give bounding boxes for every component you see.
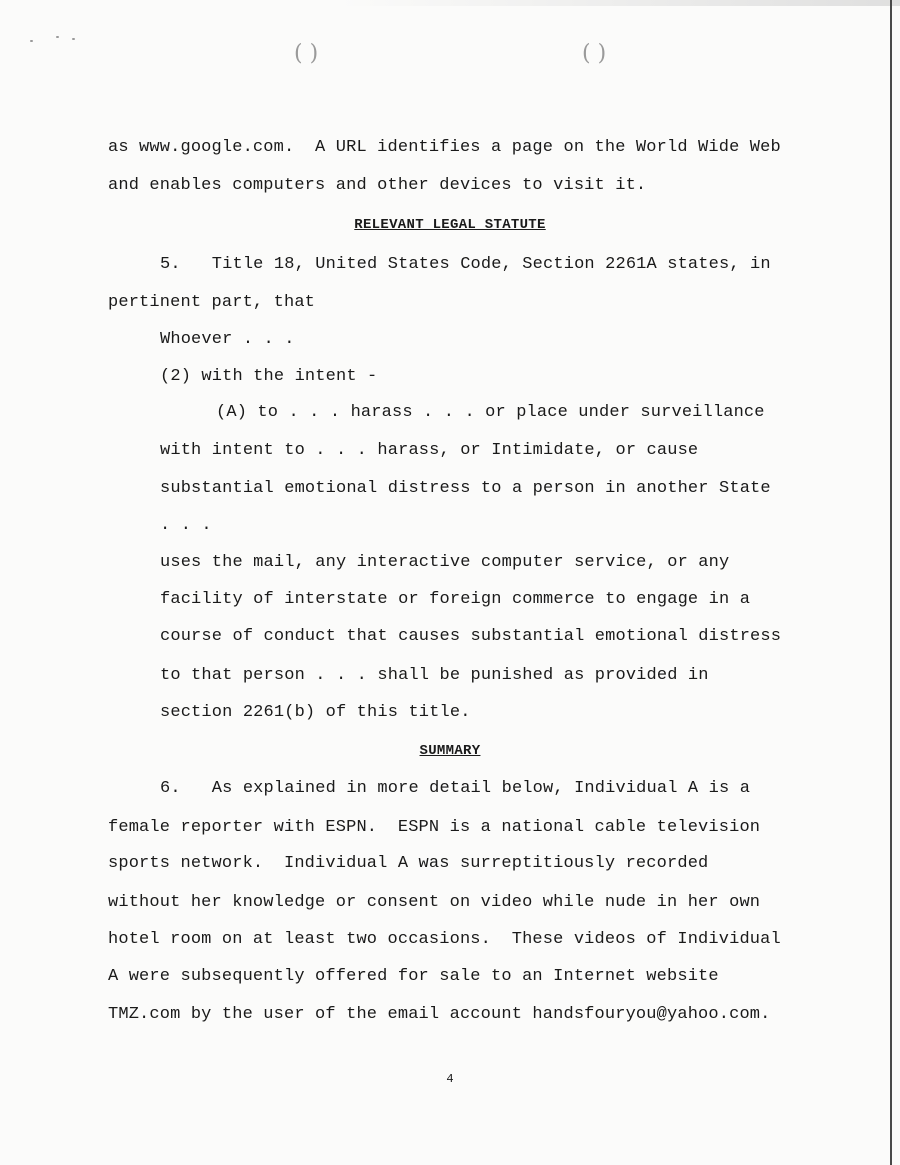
scan-speck xyxy=(72,38,75,40)
paragraph-5-line: 5. Title 18, United States Code, Section 2261A states, in xyxy=(160,255,771,274)
page-number: 4 xyxy=(446,1072,454,1086)
scan-artifact xyxy=(340,0,900,6)
statute-quote-line: with intent to . . . harass, or Intimidate, or cause xyxy=(160,441,699,460)
paragraph-6-line: hotel room on at least two occasions. These videos of Individual xyxy=(108,930,781,949)
statute-quote-line: section 2261(b) of this title. xyxy=(160,703,471,722)
statute-quote-line: (2) with the intent - xyxy=(160,367,378,386)
scan-page-edge xyxy=(890,0,892,1165)
punch-hole-mark: ( ) xyxy=(582,41,607,66)
statute-quote-line: course of conduct that causes substantial emotional distress xyxy=(160,627,782,646)
statute-quote-line: . . . xyxy=(160,516,212,535)
paragraph-6-line: 6. As explained in more detail below, Individual A is a xyxy=(160,779,751,798)
body-line: and enables computers and other devices to visit it. xyxy=(108,176,647,195)
section-heading-statute: RELEVANT LEGAL STATUTE xyxy=(354,217,546,233)
statute-quote-line: to that person . . . shall be punished as provided in xyxy=(160,666,709,685)
paragraph-6-line: TMZ.com by the user of the email account handsfouryou@yahoo.com. xyxy=(108,1005,771,1024)
statute-quote-line: Whoever . . . xyxy=(160,330,295,349)
paragraph-5-line: pertinent part, that xyxy=(108,293,316,312)
paragraph-6-line: without her knowledge or consent on video while nude in her own xyxy=(108,893,761,912)
statute-quote-line: facility of interstate or foreign commerce to engage in a xyxy=(160,590,751,609)
paragraph-6-line: sports network. Individual A was surreptitiously recorded xyxy=(108,854,709,873)
statute-quote-line: uses the mail, any interactive computer service, or any xyxy=(160,553,730,572)
paragraph-6-line: A were subsequently offered for sale to an Internet website xyxy=(108,967,719,986)
body-line: as www.google.com. A URL identifies a page on the World Wide Web xyxy=(108,138,781,157)
paragraph-6-line: female reporter with ESPN. ESPN is a national cable television xyxy=(108,818,761,837)
statute-quote-line: (A) to . . . harass . . . or place under surveillance xyxy=(216,403,765,422)
statute-quote-line: substantial emotional distress to a person in another State xyxy=(160,479,771,498)
scan-speck xyxy=(30,40,33,42)
section-heading-summary: SUMMARY xyxy=(419,743,481,759)
punch-hole-mark: ( ) xyxy=(294,41,319,66)
scan-speck xyxy=(56,36,59,38)
